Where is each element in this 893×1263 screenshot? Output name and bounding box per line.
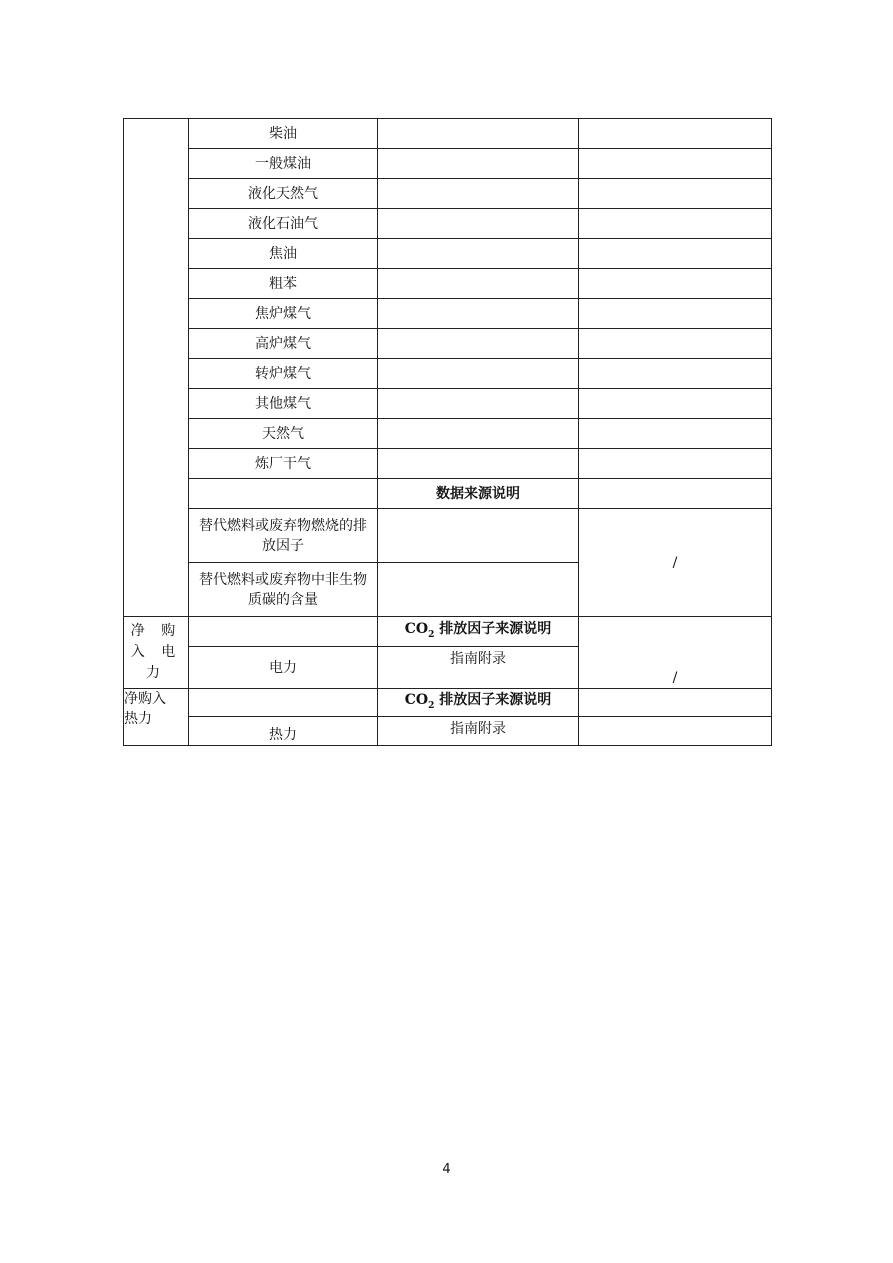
- table-row: [124, 509, 772, 563]
- electricity-label-line: 净 购: [130, 623, 182, 639]
- source-cell: [579, 449, 772, 479]
- heat-label-line: 净购入: [124, 691, 166, 707]
- co2-source-header: $CO_2$ 排放因子来源说明: [378, 617, 579, 647]
- table-row: [124, 179, 772, 209]
- table-row: [124, 149, 772, 179]
- source-cell: [579, 329, 772, 359]
- empty-cell: [189, 479, 378, 509]
- value-cell: [378, 359, 579, 389]
- fuel-name: 炼厂干气: [189, 449, 378, 479]
- electricity-label-line: 入 电: [130, 644, 182, 660]
- value-cell: [378, 389, 579, 419]
- source-cell: [579, 209, 772, 239]
- value-cell: [378, 419, 579, 449]
- empty-cell: [189, 689, 378, 717]
- empty-cell: [579, 689, 772, 717]
- empty-cell: [579, 717, 772, 746]
- data-source-header: 数据来源说明: [378, 479, 579, 509]
- source-cell: [579, 359, 772, 389]
- fuel-name: 粗苯: [189, 269, 378, 299]
- table-row: [124, 689, 772, 717]
- fuel-name: 焦油: [189, 239, 378, 269]
- source-cell: [579, 239, 772, 269]
- fuel-category-cell: [124, 119, 189, 617]
- heat-item: 热力: [189, 717, 378, 746]
- emission-factor-table: [123, 118, 772, 746]
- slash-cell: /: [579, 509, 772, 617]
- fuel-name: 天然气: [189, 419, 378, 449]
- source-cell: [579, 419, 772, 449]
- fuel-name: 其他煤气: [189, 389, 378, 419]
- table-row: [124, 717, 772, 746]
- value-cell: [378, 449, 579, 479]
- value-cell: [378, 563, 579, 617]
- value-cell: [378, 509, 579, 563]
- table-row: [124, 449, 772, 479]
- source-cell: [579, 149, 772, 179]
- table-row: [124, 329, 772, 359]
- source-cell: [579, 389, 772, 419]
- source-cell: [579, 269, 772, 299]
- source-cell: [579, 119, 772, 149]
- electricity-section-label: [124, 617, 189, 689]
- table-row: [124, 479, 772, 509]
- fuel-name: 一般煤油: [189, 149, 378, 179]
- table-row: [124, 269, 772, 299]
- fuel-name: 柴油: [189, 119, 378, 149]
- table-row: [124, 359, 772, 389]
- table-row: [124, 239, 772, 269]
- value-cell: [378, 179, 579, 209]
- value-cell: [378, 119, 579, 149]
- table-row: [124, 119, 772, 149]
- table-row: [124, 617, 772, 647]
- electricity-source: 指南附录: [378, 647, 579, 689]
- table-row: [124, 299, 772, 329]
- value-cell: [378, 329, 579, 359]
- electricity-item: 电力: [189, 647, 378, 689]
- co2-source-header: $CO_2$ 排放因子来源说明: [378, 689, 579, 717]
- value-cell: [378, 239, 579, 269]
- page-number: 4: [442, 1162, 451, 1177]
- value-cell: [378, 269, 579, 299]
- table-row: [124, 389, 772, 419]
- heat-source: 指南附录: [378, 717, 579, 746]
- value-cell: [378, 149, 579, 179]
- fuel-name: 焦炉煤气: [189, 299, 378, 329]
- fuel-name: 转炉煤气: [189, 359, 378, 389]
- source-cell: [579, 299, 772, 329]
- source-cell: [579, 179, 772, 209]
- empty-cell: [579, 479, 772, 509]
- value-cell: [378, 209, 579, 239]
- electricity-label-line: 力: [146, 665, 166, 681]
- slash-cell: /: [579, 617, 772, 689]
- alt-fuel-name: 替代燃料或废弃物中非生物质碳的含量: [189, 563, 378, 617]
- fuel-name: 液化石油气: [189, 209, 378, 239]
- table-row: [124, 209, 772, 239]
- value-cell: [378, 299, 579, 329]
- table-row: [124, 419, 772, 449]
- heat-label-line: 热力: [124, 711, 152, 727]
- fuel-name: 高炉煤气: [189, 329, 378, 359]
- fuel-name: 液化天然气: [189, 179, 378, 209]
- alt-fuel-name: 替代燃料或废弃物燃烧的排放因子: [189, 509, 378, 563]
- heat-section-label: [124, 689, 189, 746]
- empty-cell: [189, 617, 378, 647]
